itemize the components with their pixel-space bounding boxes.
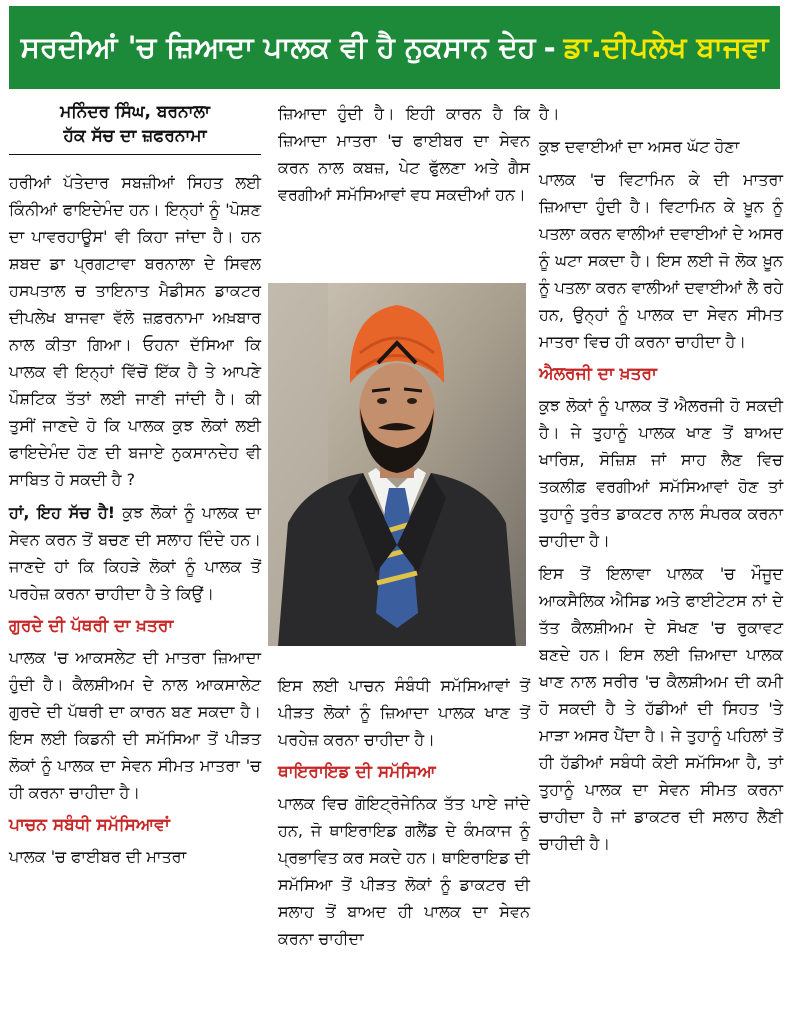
subheading-digestion: ਪਾਚਨ ਸਬੰਧੀ ਸਮੱਸਿਆਵਾਂ [9,815,170,835]
reporter-name: ਮਨਿੰਦਰ ਸਿੰਘ, ਬਰਨਾਲਾ [60,102,210,122]
emphasis-text: ਹਾਂ, ਇਹ ਸੱਚ ਹੈ! [9,503,116,522]
intro-paragraph: ਹਰੀਆਂ ਪੱਤੇਦਾਰ ਸਬਜ਼ੀਆਂ ਸਿਹਤ ਲਈ ਕਿੰਨੀਆਂ ਫਾਇਦੇਮੰਦ ਹਨ। ਇਨ੍ਹਾਂ ਨੂੰ 'ਪੋਸ਼ਣ ਦਾ ਪਾਵਰਹਾਊਸ' ਵੀ ਕਿਹਾ ਜਾਂਦਾ ਹੈ। ਹਨ ਸ਼ਬਦ ਡਾ ਪ੍ਰਗਟਾਵਾ ਬਰਨਾਲਾ ਦੇ ਸਿਵਲ ਹਸਪਤਾਲ ਚ ਤਾਇਨਾਤ ਮੈਡੀਸਨ ਡਾਕਟਰ ਦੀਪਲੇਖ ਬਾਜਵਾ ਵੱਲੋ ਜ਼ਫ਼ਰਨਾਮਾ ਅਖ਼ਬਾਰ ਨਾਲ ਕੀਤਾ ਗਿਆ। ਓਹਨਾ ਦੱਸਿਆ ਕਿ ਪਾਲਕ ਵੀ ਇਨ੍ਹਾਂ ਵਿੱਚੋਂ ਇੱਕ ਹੈ ਤੇ ਆਪਣੇ ਪੌਸ਼ਟਿਕ ਤੱਤਾਂ ਲਈ ਜਾਣੀ ਜਾਂਦੀ ਹੈ। ਕੀ ਤੁਸੀਂ ਜਾਣਦੇ ਹੋ ਕਿ ਪਾਲਕ ਕੁਝ ਲੋਕਾਂ ਲਈ ਫਾਇਦੇਮੰਦ ਹੋਣ ਦੀ ਬਜਾਏ ਨੁਕਸਾਨਦੇਹ ਵੀ ਸਾਬਿਤ ਹੋ ਸਕਦੀ ਹੈ ? [9,173,261,489]
column-1 [9,100,261,876]
headline-dash: - [543,30,556,65]
paragraph: ਪਾਲਕ 'ਚ ਵਿਟਾਮਿਨ ਕੇ ਦੀ ਮਾਤਰਾ ਜ਼ਿਆਦਾ ਹੁੰਦੀ ਹੈ। ਵਿਟਾਮਿਨ ਕੇ ਖ਼ੂਨ ਨੂੰ ਪਤਲਾ ਕਰਨ ਵਾਲੀਆਂ ਦਵਾਈਆਂ ਦੇ ਅਸਰ ਨੂੰ ਘਟਾ ਸਕਦਾ ਹੈ। ਇਸ ਲਈ ਜੋ ਲੋਕ ਖ਼ੂਨ ਨੂੰ ਪਤਲਾ ਕਰਨ ਵਾਲੀਆਂ ਦਵਾਈਆਂ ਲੈ ਰਹੇ ਹਨ, ਉਨ੍ਹਾਂ ਨੂੰ ਪਾਲਕ ਦਾ ਸੇਵਨ ਸੀਮਤ ਮਾਤਰਾ ਵਿਚ ਹੀ ਕਰਨਾ ਚਾਹੀਦਾ ਹੈ। [539,170,783,351]
paragraph: ਪਾਲਕ ਵਿਚ ਗੋਇਟ੍ਰੋਜੇਨਿਕ ਤੱਤ ਪਾਏ ਜਾਂਦੇ ਹਨ, ਜੋ ਥਾਇਰਾਇਡ ਗਲੈਂਡ ਦੇ ਕੰਮਕਾਜ ਨੂੰ ਪ੍ਰਭਾਵਿਤ ਕਰ ਸਕਦੇ ਹਨ। ਥਾਇਰਾਇਡ ਦੀ ਸਮੱਸਿਆ ਤੋਂ ਪੀੜਤ ਲੋਕਾਂ ਨੂੰ ਡਾਕਟਰ ਦੀ ਸਲਾਹ ਤੋਂ ਬਾਅਦ ਹੀ ਪਾਲਕ ਦਾ ਸੇਵਨ ਕਰਨਾ ਚਾਹੀਦਾ [278,794,530,948]
paragraph: ਇਸ ਤੋਂ ਇਲਾਵਾ ਪਾਲਕ 'ਚ ਮੌਜੂਦ ਆਕਸੈਲਿਕ ਐਸਿਡ ਅਤੇ ਫਾਈਟੇਟਸ ਨਾਂ ਦੇ ਤੱਤ ਕੈਲਸ਼ੀਅਮ ਦੇ ਸੋਖਣ 'ਚ ਰੁਕਾਵਟ ਬਣਦੇ ਹਨ। ਇਸ ਲਈ ਜ਼ਿਆਦਾ ਪਾਲਕ ਖਾਣ ਨਾਲ ਸਰੀਰ 'ਚ ਕੈਲਸ਼ੀਅਮ ਦੀ ਕਮੀ ਹੋ ਸਕਦੀ ਹੈ ਤੇ ਹੱਡੀਆਂ ਦੀ ਸਿਹਤ 'ਤੇ ਮਾੜਾ ਅਸਰ ਪੈਂਦਾ ਹੈ। ਜੇ ਤੁਹਾਨੂੰ ਪਹਿਲਾਂ ਤੋਂ ਹੀ ਹੱਡੀਆਂ ਸਬੰਧੀ ਕੋਈ ਸਮੱਸਿਆ ਹੈ, ਤਾਂ ਤੁਹਾਨੂੰ ਪਾਲਕ ਦਾ ਸੇਵਨ ਸੀਮਤ ਕਰਨਾ ਚਾਹੀਦਾ ਹੈ ਜਾਂ ਡਾਕਟਰ ਦੀ ਸਲਾਹ ਲੈਣੀ ਚਾਹੀਦੀ ਹੈ। [539,564,783,853]
paragraph-text: ਕੁਝ ਲੋਕਾਂ ਨੂੰ ਪਾਲਕ ਦਾ ਸੇਵਨ ਕਰਨ ਤੋਂ ਬਚਣ ਦੀ ਸਲਾਹ ਦਿੰਦੇ ਹਨ। ਜਾਣਦੇ ਹਾਂ ਕਿ ਕਿਹੜੇ ਲੋਕਾਂ ਨੂੰ ਪਾਲਕ ਤੋਂ ਪਰਹੇਜ਼ ਕਰਨਾ ਚਾਹੀਦਾ ਹੈ ਤੇ ਕਿਉਂ। [9,503,261,603]
paragraph: ਕੁਝ ਲੋਕਾਂ ਨੂੰ ਪਾਲਕ ਤੋਂ ਐਲਰਜੀ ਹੋ ਸਕਦੀ ਹੈ। ਜੇ ਤੁਹਾਨੂੰ ਪਾਲਕ ਖਾਣ ਤੋਂ ਬਾਅਦ ਖਾਰਿਸ਼, ਸੋਜ਼ਿਸ਼ ਜਾਂ ਸਾਹ ਲੈਣ ਵਿਚ ਤਕਲੀਫ਼ ਵਰਗੀਆਂ ਸਮੱਸਿਆਵਾਂ ਹੋਣ ਤਾਂ ਤੁਹਾਨੂੰ ਤੁਰੰਤ ਡਾਕਟਰ ਨਾਲ ਸੰਪਰਕ ਕਰਨਾ ਚਾਹੀਦਾ ਹੈ। [539,396,783,550]
column-2-bottom [278,672,530,958]
doctor-photo [268,283,526,646]
headline-author: ਡਾ.ਦੀਪਲੇਖ ਬਾਜਵਾ [563,30,769,64]
paragraph [9,499,261,607]
headline-banner [9,6,780,89]
subheading-thyroid: ਥਾਇਰਾਇਡ ਦੀ ਸਮੱਸਿਆ [278,762,436,782]
paragraph: ਹੈ। [539,104,560,123]
subheading-kidney-stone: ਗੁਰਦੇ ਦੀ ਪੱਥਰੀ ਦਾ ਖ਼ਤਰਾ [9,616,174,636]
paragraph: ਪਾਲਕ 'ਚ ਫਾਈਬਰ ਦੀ ਮਾਤਰਾ [9,847,187,866]
portrait-image [268,283,526,646]
paragraph: ਇਸ ਲਈ ਪਾਚਨ ਸੰਬੰਧੀ ਸਮੱਸਿਆਵਾਂ ਤੋਂ ਪੀੜਤ ਲੋਕਾਂ ਨੂੰ ਜ਼ਿਆਦਾ ਪਾਲਕ ਖਾਣ ਤੋਂ ਪਰਹੇਜ਼ ਕਰਨਾ ਚਾਹੀਦਾ ਹੈ। [278,676,530,749]
paper-name: ਹੱਕ ਸੱਚ ਦਾ ਜ਼ਫਰਨਾਮਾ [63,126,207,146]
paragraph: ਜ਼ਿਆਦਾ ਹੁੰਦੀ ਹੈ। ਇਹੀ ਕਾਰਨ ਹੈ ਕਿ ਜ਼ਿਆਦਾ ਮਾਤਰਾ 'ਚ ਫਾਈਬਰ ਦਾ ਸੇਵਨ ਕਰਨ ਨਾਲ ਕਬਜ਼, ਪੇਟ ਫੁੱਲਣਾ ਅਤੇ ਗੈਸ ਵਰਗੀਆਂ ਸਮੱਸਿਆਵਾਂ ਵਧ ਸਕਦੀਆਂ ਹਨ। [278,104,530,204]
headline-title: ਸਰਦੀਆਂ 'ਚ ਜ਼ਿਆਦਾ ਪਾਲਕ ਵੀ ਹੈ ਨੁਕਸਾਨ ਦੇਹ [20,30,536,64]
byline [9,100,261,155]
column-2-top [278,100,530,214]
column-3 [539,100,783,863]
paragraph: ਪਾਲਕ 'ਚ ਆਕਸਲੇਟ ਦੀ ਮਾਤਰਾ ਜ਼ਿਆਦਾ ਹੁੰਦੀ ਹੈ। ਕੈਲਸ਼ੀਅਮ ਦੇ ਨਾਲ ਆਕਸਾਲੇਟ ਗੁਰਦੇ ਦੀ ਪੱਥਰੀ ਦਾ ਕਾਰਨ ਬਣ ਸਕਦਾ ਹੈ। ਇਸ ਲਈ ਕਿਡਨੀ ਦੀ ਸਮੱਸਿਆ ਤੋਂ ਪੀੜਤ ਲੋਕਾਂ ਨੂੰ ਪਾਲਕ ਦਾ ਸੇਵਨ ਸੀਮਤ ਮਾਤਰਾ 'ਚ ਹੀ ਕਰਨਾ ਚਾਹੀਦਾ ਹੈ। [9,648,261,802]
medicine-heading: ਕੁਝ ਦਵਾਈਆਂ ਦਾ ਅਸਰ ਘੱਟ ਹੋਣਾ [539,137,740,156]
byline-divider [9,154,261,155]
subheading-allergy: ਐਲਰਜੀ ਦਾ ਖ਼ਤਰਾ [539,364,657,384]
